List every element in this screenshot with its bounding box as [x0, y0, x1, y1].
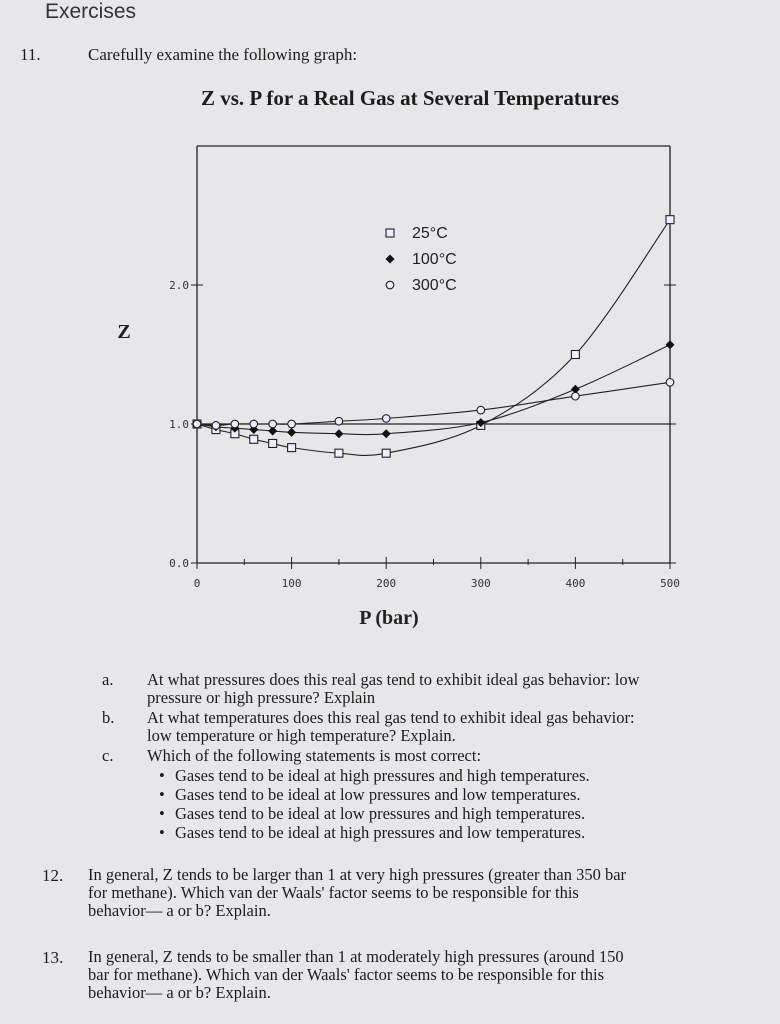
data-point-circle: [666, 379, 674, 387]
x-tick-label: 500: [660, 577, 680, 590]
sub-label-a: a.: [102, 670, 114, 689]
page-header: Exercises: [45, 0, 137, 23]
question-13-line2: bar for methane). Which van der Waals' factor seems to be responsible for this: [88, 965, 605, 984]
data-point-circle: [269, 420, 277, 428]
x-tick-label: 400: [565, 577, 586, 590]
data-point-diamond: [666, 340, 675, 349]
x-tick-label: 300: [470, 577, 491, 590]
y-tick-label: 2.0: [169, 279, 189, 292]
y-tick-label: 1.0: [169, 418, 189, 431]
legend-label: 25°C: [412, 225, 448, 242]
data-point-square: [571, 351, 579, 359]
series-line: [197, 345, 670, 435]
data-point-circle: [231, 420, 239, 428]
question-13-number: 13.: [42, 948, 64, 967]
question-13-line3: behavior— a or b? Explain.: [88, 983, 271, 1002]
answer-choices: [159, 766, 590, 842]
data-point-square: [666, 216, 674, 224]
data-point-square: [250, 435, 258, 443]
data-point-circle: [382, 415, 390, 423]
data-point-square: [269, 439, 277, 447]
data-point-circle: [477, 406, 485, 414]
question-prompt: Carefully examine the following graph:: [88, 45, 358, 64]
data-point-square: [386, 229, 394, 237]
legend-label: 100°C: [412, 251, 457, 268]
data-point-square: [382, 449, 390, 457]
data-point-diamond: [386, 255, 395, 264]
data-point-square: [335, 449, 343, 457]
choice-3: • Gases tend to be ideal at low pressures and high temperatures.: [159, 804, 590, 823]
sub-label-c: c.: [102, 746, 114, 765]
question-12-number: 12.: [42, 866, 64, 885]
sub-question-b-line2: low temperature or high temperature? Explain.: [147, 726, 456, 745]
sub-question-a-line1: At what pressures does this real gas tend to exhibit ideal gas behavior: low: [147, 670, 640, 689]
x-axis-title: P (bar): [359, 607, 419, 629]
data-point-circle: [572, 392, 580, 400]
question-12-line3: behavior— a or b? Explain.: [88, 901, 271, 920]
data-point-circle: [335, 417, 343, 425]
data-point-circle: [212, 422, 220, 430]
question-12-line2: for methane). Which van der Waals' factor seems to be responsible for this: [88, 883, 579, 902]
data-point-diamond: [334, 429, 343, 438]
data-point-diamond: [382, 429, 391, 438]
chart-legend: [386, 225, 457, 294]
data-point-square: [288, 444, 296, 452]
sub-question-c: Which of the following statements is most correct:: [147, 746, 482, 765]
data-point-circle: [288, 420, 296, 428]
y-tick-label: 0.0: [169, 557, 189, 570]
data-point-diamond: [287, 428, 296, 437]
series-line: [197, 382, 670, 425]
sub-label-b: b.: [102, 708, 115, 727]
data-point-circle: [386, 281, 394, 289]
chart-axes: [117, 146, 680, 629]
sub-question-b-line1: At what temperatures does this real gas tend to exhibit ideal gas behavior:: [147, 708, 635, 727]
choice-2: • Gases tend to be ideal at low pressures and low temperatures.: [159, 785, 590, 804]
sub-question-a-line2: pressure or high pressure? Explain: [147, 688, 376, 707]
choice-4: • Gases tend to be ideal at high pressures and low temperatures.: [159, 823, 590, 842]
question-13-line1: In general, Z tends to be smaller than 1 at moderately high pressures (around 150: [88, 947, 624, 966]
x-tick-label: 0: [193, 577, 201, 590]
x-tick-label: 100: [281, 577, 302, 590]
legend-label: 300°C: [412, 277, 457, 294]
chart-title: Z vs. P for a Real Gas at Several Temperatures: [200, 86, 620, 110]
question-12-line1: In general, Z tends to be larger than 1 at very high pressures (greater than 350 bar: [88, 865, 627, 884]
data-point-circle: [250, 420, 258, 428]
data-point-circle: [193, 420, 201, 428]
choice-1: • Gases tend to be ideal at high pressures and high temperatures.: [159, 766, 590, 785]
y-axis-title: Z: [117, 321, 131, 343]
series-circle: [193, 379, 674, 430]
question-number: 11.: [20, 45, 41, 64]
x-tick-label: 200: [376, 577, 397, 590]
